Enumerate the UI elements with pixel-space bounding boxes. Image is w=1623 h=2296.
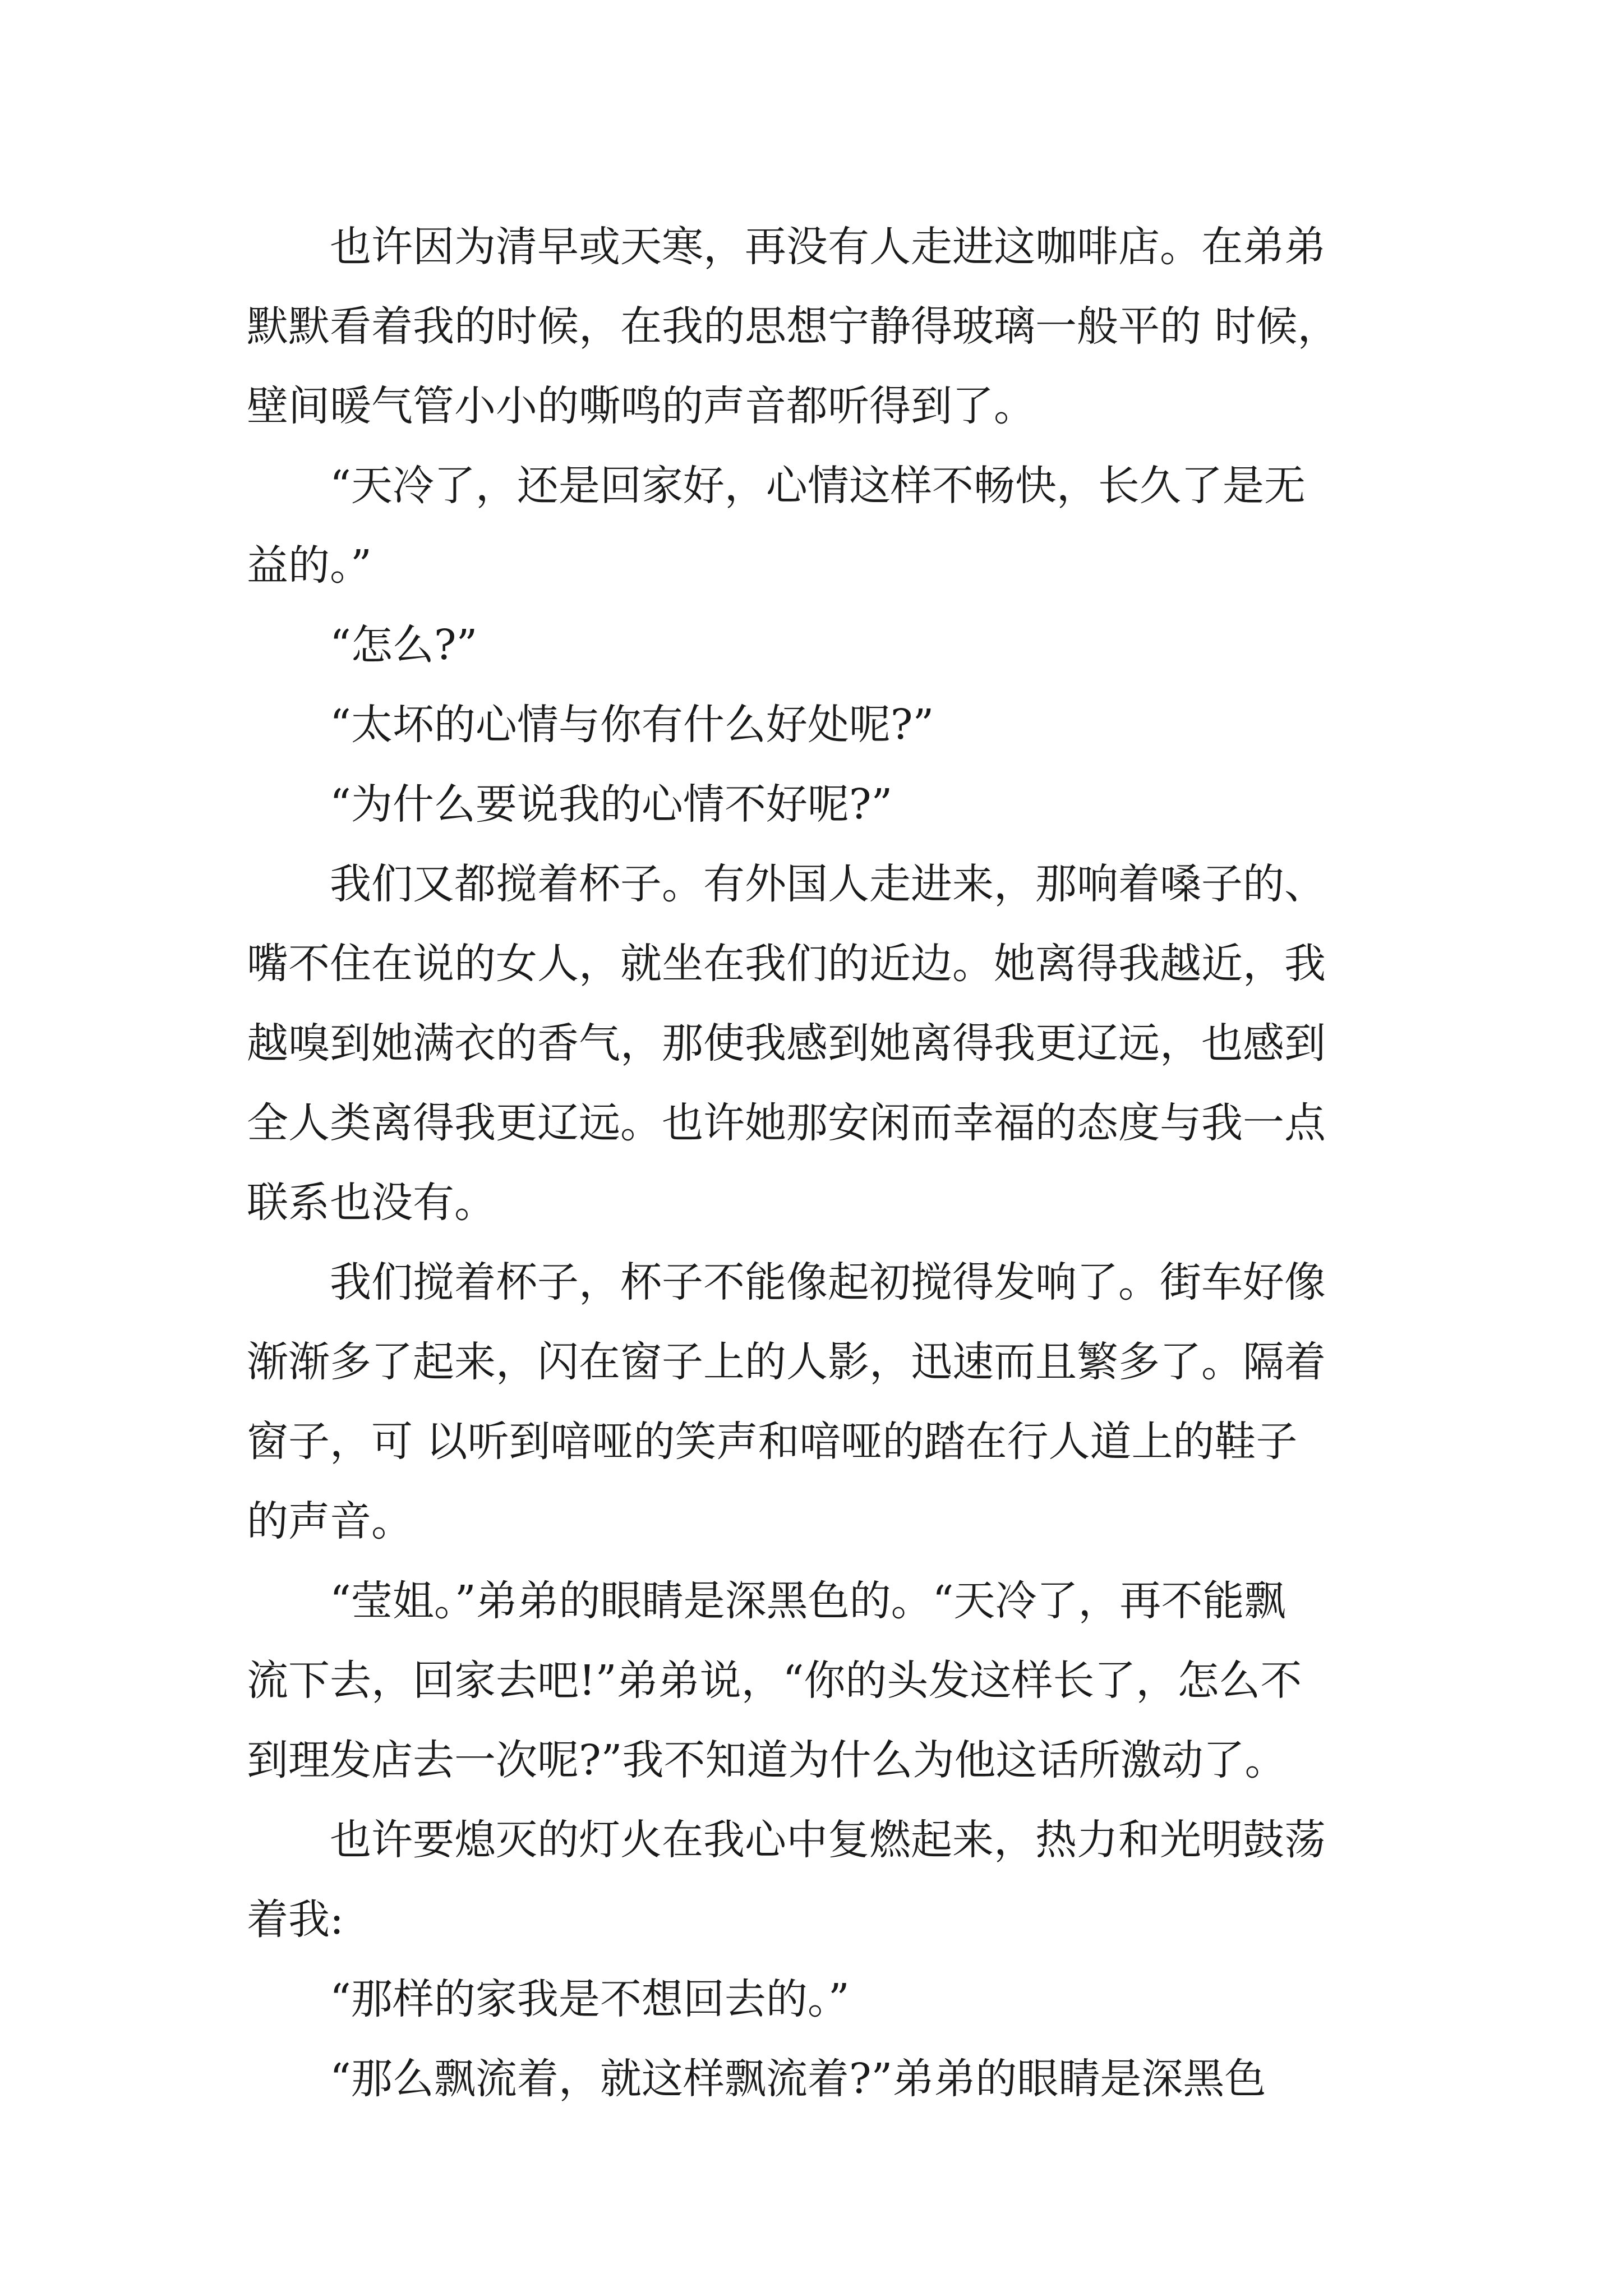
text-line: “莹姐。”弟弟的眼睛是深黑色的。“天冷了，再不能飘 xyxy=(247,1577,1286,1625)
text-line: 渐渐多了起来，闪在窗子上的人影，迅速而且繁多了。隔着 xyxy=(247,1338,1326,1386)
text-line: “那样的家我是不想回去的。” xyxy=(247,1975,850,2023)
text-line: 也许要熄灭的灯火在我心中复燃起来，热力和光明鼓荡 xyxy=(247,1816,1326,1864)
text-line: 越嗅到她满衣的香气，那使我感到她离得我更辽远，也感到 xyxy=(247,1019,1326,1068)
text-line: 壁间暖气管小小的嘶鸣的声音都听得到了。 xyxy=(247,382,1035,430)
text-line: 窗子，可 以听到喑哑的笑声和喑哑的踏在行人道上的鞋子 xyxy=(247,1418,1298,1466)
text-line: 着我: xyxy=(247,1895,344,1944)
text-line: “天冷了，还是回家好，心情这样不畅快，长久了是无 xyxy=(247,462,1306,510)
text-line: “为什么要说我的心情不好呢?” xyxy=(247,780,893,829)
text-line: 流下去，回家去吧!”弟弟说，“你的头发这样长了，怎么不 xyxy=(247,1657,1302,1705)
text-line: 全人类离得我更辽远。也许她那安闲而幸福的态度与我一点 xyxy=(247,1099,1326,1147)
text-line: 益的。” xyxy=(247,541,372,590)
text-line: 联系也没有。 xyxy=(247,1179,496,1227)
text-line: “太坏的心情与你有什么好处呢?” xyxy=(247,701,934,749)
text-line: 我们搅着杯子，杯子不能像起初搅得发响了。街车好像 xyxy=(247,1258,1326,1306)
text-line: 到理发店去一次呢?”我不知道为什么为他这话所激动了。 xyxy=(247,1736,1287,1784)
text-line: 默默看着我的时候，在我的思想宁静得玻璃一般平的 时候， xyxy=(247,302,1339,351)
text-line: 的声音。 xyxy=(247,1497,413,1545)
text-line: “那么飘流着，就这样飘流着?”弟弟的眼睛是深黑色 xyxy=(247,2055,1266,2103)
text-line: 也许因为清早或天寒，再没有人走进这咖啡店。在弟弟 xyxy=(247,223,1326,271)
text-line: 我们又都搅着杯子。有外国人走进来，那响着嗓子的、 xyxy=(247,860,1326,908)
text-line: “怎么?” xyxy=(247,621,478,669)
text-line: 嘴不住在说的女人，就坐在我们的近边。她离得我越近，我 xyxy=(247,940,1326,988)
